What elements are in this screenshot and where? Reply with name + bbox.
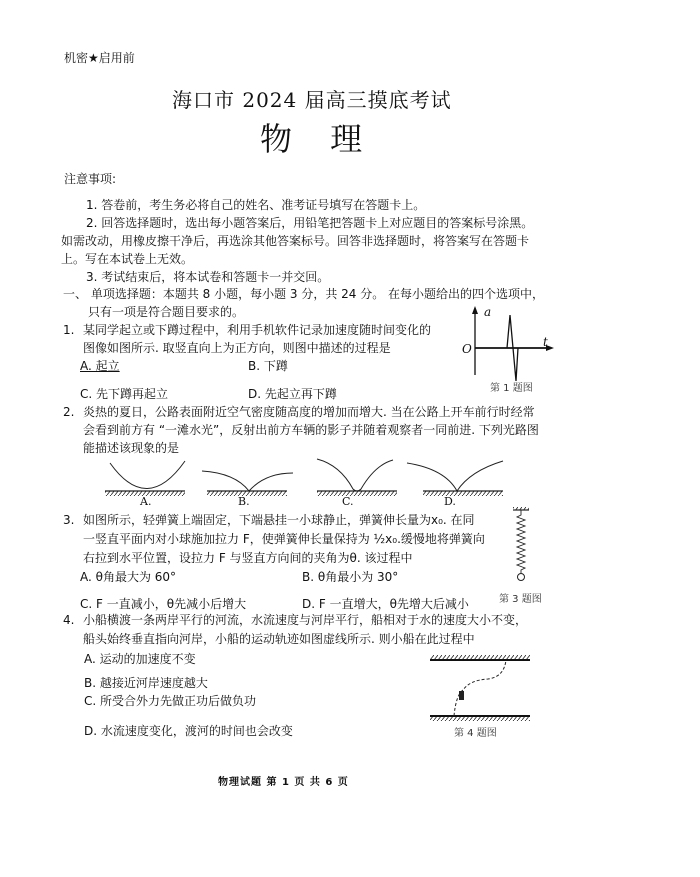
q4-line-2: 船头始终垂直指向河岸，小船的运动轨迹如图虚线所示. 则小船在此过程中 xyxy=(83,632,475,646)
q2-line-3: 能描述该现象的是 xyxy=(83,441,180,455)
page-footer: 物理试题 第 1 页 共 6 页 xyxy=(218,777,349,788)
q1-option-b: B. 下蹲 xyxy=(248,359,288,373)
q1-number: 1. xyxy=(63,323,75,337)
q2-line-2: 会看到前方有 “一滩水光”，反射出前方车辆的影子并随着观察者一同前进. 下列光路图 xyxy=(83,423,539,437)
q2-light-path-figures xyxy=(95,455,495,510)
q3-spring-figure xyxy=(510,507,534,587)
q4-river-figure xyxy=(430,655,530,725)
q4-option-b: B. 越接近河岸速度越大 xyxy=(84,676,208,690)
confidential-mark: 机密★启用前 xyxy=(64,51,135,65)
q2-figure-label-b: B. xyxy=(238,495,250,508)
q2-figure-label-c: C. xyxy=(342,495,354,508)
q2-path-c xyxy=(317,459,397,496)
q1-option-d: D. 先起立再下蹲 xyxy=(248,387,337,401)
q1-option-a: A. 起立 xyxy=(80,359,120,373)
q1-option-c: C. 先下蹲再起立 xyxy=(80,387,169,401)
notice-item-3: 3. 考试结束后，将本试卷和答题卡一并交回。 xyxy=(86,270,330,284)
q2-path-b xyxy=(202,471,293,496)
q4-option-d: D. 水流速度变化，渡河的时间也会改变 xyxy=(84,724,293,738)
q2-figure-label-d: D. xyxy=(444,495,456,508)
q4-option-a: A. 运动的加速度不变 xyxy=(84,652,196,666)
q2-figure-label-a: A. xyxy=(140,495,152,508)
q3-line-2: 一竖直平面内对小球施加拉力 F，使弹簧伸长量保持为 ½x₀.缓慢地将弹簧向 xyxy=(83,532,485,546)
q1-axis-y-label: a xyxy=(484,305,492,319)
q3-option-c: C. F 一直减小，θ先减小后增大 xyxy=(80,597,247,611)
q4-figure-caption: 第 4 题图 xyxy=(454,728,497,739)
notice-item-2: 2. 回答选择题时，选出每小题答案后，用铅笔把答题卡上对应题目的答案标号涂黑。 xyxy=(86,216,534,230)
notice-item-2-cont2: 上。写在本试卷上无效。 xyxy=(61,252,194,266)
q4-number: 4. xyxy=(63,613,75,627)
q3-figure-caption: 第 3 题图 xyxy=(499,594,542,605)
q2-line-1: 炎热的夏日，公路表面附近空气密度随高度的增加而增大. 当在公路上开车前行时经常 xyxy=(83,405,535,419)
subject-title: 物 理 xyxy=(260,120,377,158)
exam-title: 海口市 2024 届高三摸底考试 xyxy=(172,88,452,112)
q3-option-d: D. F 一直增大，θ先增大后减小 xyxy=(302,597,469,611)
q2-number: 2. xyxy=(63,405,75,419)
q4-option-c: C. 所受合外力先做正功后做负功 xyxy=(84,694,257,708)
q3-line-1: 如图所示，轻弹簧上端固定，下端悬挂一小球静止，弹簧伸长量为x₀. 在同 xyxy=(83,513,475,527)
section-subheading: 只有一项是符合题目要求的。 xyxy=(88,305,245,319)
q1-figure-caption: 第 1 题图 xyxy=(490,383,533,394)
q1-origin-label: O xyxy=(462,342,472,356)
notice-item-2-cont: 如需改动，用橡皮擦干净后，再选涂其他答案标号。回答非选择题时，将答案写在答题卡 xyxy=(61,234,530,248)
q2-path-a xyxy=(105,461,185,496)
q1-axis-x-label: t xyxy=(543,335,548,349)
q3-option-a: A. θ角最大为 60° xyxy=(80,570,177,584)
notice-item-1: 1. 答卷前，考生务必将自己的姓名、准考证号填写在答题卡上。 xyxy=(86,198,426,212)
q3-option-b: B. θ角最小为 30° xyxy=(302,570,399,584)
section-heading: 一、 单项选择题：本题共 8 小题，每小题 3 分，共 24 分。 在每小题给出的四个选项中， xyxy=(63,287,545,301)
q3-line-3: 右拉到水平位置，设拉力 F 与竖直方向间的夹角为θ. 该过程中 xyxy=(83,551,413,565)
q4-line-1: 小船横渡一条两岸平行的河流，水流速度与河岸平行，船相对于水的速度大小不变， xyxy=(83,613,528,627)
q1-line-1: 某同学起立或下蹲过程中，利用手机软件记录加速度随时间变化的 xyxy=(83,323,432,337)
q2-path-d xyxy=(407,461,503,496)
q1-line-2: 图像如图所示. 取竖直向上为正方向，则图中描述的过程是 xyxy=(83,341,391,355)
q3-number: 3. xyxy=(63,513,75,527)
notice-heading: 注意事项: xyxy=(64,172,117,186)
